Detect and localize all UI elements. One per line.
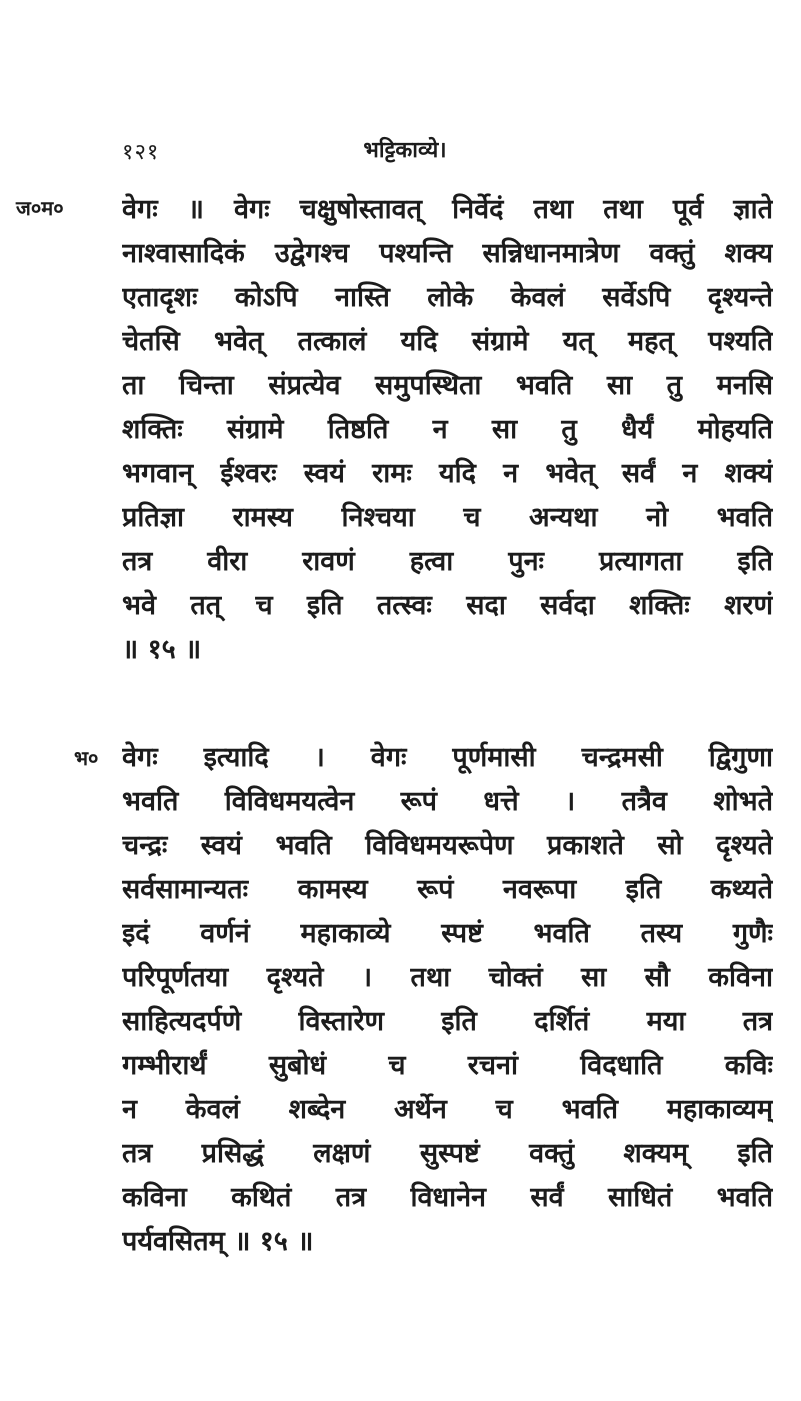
commentary-label: ज०म०: [16, 196, 64, 220]
text-line-final: पर्यवसितम् ॥ १५ ॥: [122, 1226, 314, 1257]
text-line: भगवान् ईश्वरः स्वयं रामः यदि न भवेत् सर्वं न शक्यं: [122, 458, 773, 489]
text-line: परिपूर्णतया दृश्यते । तथा चोक्तं सा सौ कविना: [122, 962, 773, 993]
text-line: साहित्यदर्पणे विस्तारेण इति दर्शितं मया तत्र: [122, 1006, 773, 1037]
text-line: भवति विविधमयत्वेन रूपं धत्ते । तत्रैव शोभते: [122, 786, 773, 817]
text-line: तत्र वीरा रावणं हत्वा पुनः प्रत्यागता इति: [122, 546, 773, 577]
text-line: प्रतिज्ञा रामस्य निश्चया च अन्यथा नो भवति: [122, 502, 773, 533]
text-line: वेगः इत्यादि । वेगः पूर्णमासी चन्द्रमसी द्विगुणा: [122, 742, 773, 773]
text-line: सर्वसामान्यतः कामस्य रूपं नवरूपा इति कथ्यते: [122, 874, 773, 905]
text-line: कविना कथितं तत्र विधानेन सर्वं साधितं भवति: [122, 1182, 773, 1213]
page-header: [0, 134, 801, 174]
text-line: चन्द्रः स्वयं भवति विविधमयरूपेण प्रकाशते सो दृश्यते: [122, 830, 773, 861]
text-line: नाश्वासादिकं उद्वेगश्च पश्यन्ति सन्निधानमात्रेण वक्तुं शक्य: [122, 238, 773, 269]
running-title: भट्टिकाव्ये।: [363, 137, 447, 163]
text-line: ता चिन्ता संप्रत्येव समुपस्थिता भवति सा तु मनसि: [122, 370, 773, 401]
text-line: गम्भीरार्थं सुबोधं च रचनां विदधाति कविः: [122, 1050, 773, 1081]
text-line: चेतसि भवेत् तत्कालं यदि संग्रामे यत् महत् पश्यति: [122, 326, 773, 357]
text-line: एतादृशः कोऽपि नास्ति लोके केवलं सर्वेऽपि दृश्यन्ते: [122, 282, 773, 313]
text-line: इदं वर्णनं महाकाव्ये स्पष्टं भवति तस्य गुणैः: [122, 918, 773, 949]
text-line: शक्तिः संग्रामे तिष्ठति न सा तु धैर्यं मोहयति: [122, 414, 773, 445]
text-line: न केवलं शब्देन अर्थेन च भवति महाकाव्यम्: [122, 1094, 773, 1125]
text-line: तत्र प्रसिद्धं लक्षणं सुस्पष्टं वक्तुं शक्यम् इति: [122, 1138, 773, 1169]
verse-number: ॥ १५ ॥: [122, 634, 202, 665]
text-line: वेगः ॥ वेगः चक्षुषोस्तावत् निर्वेदं तथा तथा पूर्व ज्ञाते: [122, 194, 773, 225]
text-line: भवे तत् च इति तत्स्वः सदा सर्वदा शक्तिः शरणं: [122, 590, 773, 621]
commentary-label: भ०: [74, 746, 99, 770]
page-number: १२१: [122, 140, 160, 165]
